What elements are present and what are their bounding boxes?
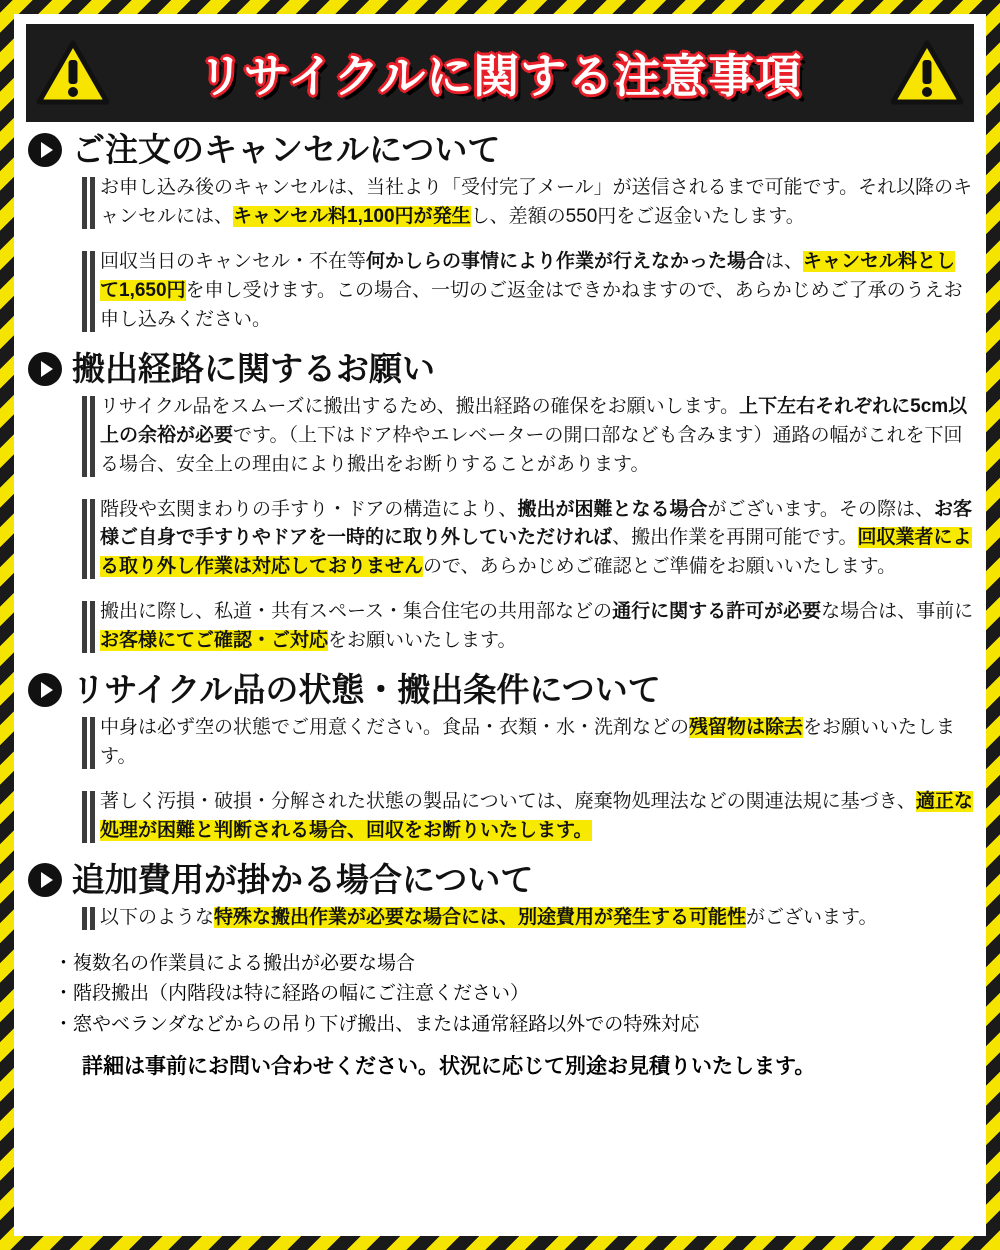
body-text: その際は、	[838, 498, 934, 520]
section-cancel	[26, 132, 974, 335]
section-title: 追加費用が掛かる場合について	[72, 860, 534, 898]
bold-text: 上下左右それぞれに5cm以上の余裕が必要	[100, 395, 968, 446]
play-triangle-icon	[28, 673, 62, 707]
body-text: がございます。	[707, 498, 839, 520]
body-text: 回収当日のキャンセル・不在等	[100, 251, 367, 273]
body-text: 著しく汚損・破損・分解された状態の製品については、廃棄物処理法などの関連法規に	[100, 791, 841, 813]
list-item: ・ 窓やベランダなどからの吊り下げ搬出、または通常経路以外での特殊対応	[54, 1010, 974, 1040]
highlighted-text: 回収業者による取り外し作業は対応しておりません	[100, 527, 972, 578]
highlighted-text: キャンセル料として1,650円	[100, 251, 956, 301]
body-text: ので、あらかじめご了承のうえお申し込みください。	[100, 279, 963, 330]
section-title: 搬出経路に関するお願い	[72, 349, 435, 387]
bold-text: 通行に関する許可が必要	[612, 601, 822, 623]
notice-paragraph	[82, 904, 974, 933]
title-banner	[26, 24, 974, 122]
bullet-list	[54, 949, 974, 1040]
section-condition	[26, 672, 974, 846]
body-text: 階段や玄関まわりの手すり・ドアの構造により、	[100, 498, 518, 520]
body-text: を申し受けます。この場合、一切のご返金はできかねます	[185, 279, 679, 301]
highlighted-text: お客様にてご確認・ご対応	[100, 630, 329, 652]
body-text: 搬出に際し、私道・共有スペース・集合住宅の共用部などの	[100, 601, 613, 623]
bold-text: 何かしらの事情により作業が行えなかった場合	[366, 251, 766, 273]
notice-paragraph	[82, 174, 974, 232]
closing-note: 詳細は事前にお問い合わせください。状況に応じて別途お見積りいたします。	[82, 1055, 816, 1079]
list-item: ・ 階段搬出（内階段は特に経路の幅にご注意ください）	[54, 979, 974, 1009]
highlighted-text: キャンセル料1,100円が発生	[233, 206, 471, 228]
section-route	[26, 351, 974, 656]
body-text: し、差額の550円をご返金	[470, 206, 693, 228]
body-text: 以下のような	[100, 907, 215, 929]
play-triangle-icon	[28, 352, 62, 386]
body-text: なども含みます）通路の幅がこれを下回る場合、安全上の理由により搬出をお断りすることがあります。	[100, 424, 963, 475]
play-triangle-icon	[28, 133, 62, 167]
section-title: リサイクル品の状態・搬出条件について	[72, 670, 661, 708]
notice-paragraph	[82, 393, 974, 480]
notice-paragraph	[82, 496, 974, 583]
section-extra-fee	[26, 862, 974, 1080]
body-text: をお願いいたします。	[328, 630, 517, 652]
notice-paragraph	[82, 788, 974, 846]
highlighted-text: 残留物は除去	[689, 717, 804, 739]
body-text: をお願いいたします。	[100, 717, 956, 768]
body-text: お申し込み後のキャンセルは、当社より「受付完了メール」が送信されるまで可能です。	[100, 177, 859, 199]
body-text: ので、あらかじめご確認とご準備をお願いいたします。	[423, 556, 897, 578]
list-item: ・ 複数名の作業員による搬出が必要な場合	[54, 949, 974, 979]
notice-paragraph	[82, 598, 974, 656]
warning-triangle-icon	[890, 40, 964, 106]
bold-text: 搬出が困難となる場合	[517, 498, 708, 520]
notice-paragraph	[82, 248, 974, 335]
notice-paragraph	[82, 714, 974, 772]
section-heading	[28, 862, 974, 898]
body-text: な場合は、事前に	[821, 601, 974, 623]
play-triangle-icon	[28, 863, 62, 897]
warning-triangle-icon	[36, 40, 110, 106]
body-text: がございます。	[746, 907, 878, 929]
highlighted-text: 適正な処理が困難と判断される場合、回収をお断りいたします。	[100, 791, 973, 841]
body-text: リサイクル品をスムーズに搬出するため、搬出経路の確保をお願いします。	[100, 395, 740, 417]
section-heading	[28, 672, 974, 708]
section-title: ご注文のキャンセルについて	[72, 131, 501, 168]
body-text: です。（上下はドア枠やエレベーターの開口部	[233, 424, 621, 446]
bold-text: お客様ご自身で手すりやドアを一時的に取り外していただければ	[100, 498, 972, 549]
body-text: それ以降のキャンセルには、	[100, 177, 973, 228]
page-title: リサイクルに関する注意事項	[197, 50, 803, 102]
body-text: 基づき、	[840, 791, 916, 813]
section-heading	[28, 132, 974, 168]
body-text: いたします。	[692, 206, 805, 228]
body-text: 、搬出作業を再開可能です。	[612, 527, 858, 549]
body-text: 中身は必ず空の状態でご用意ください。食品・衣類・水・洗剤などの	[100, 717, 690, 739]
poster-body	[14, 14, 986, 1236]
section-list	[26, 132, 974, 1080]
body-text: は、	[765, 251, 804, 273]
section-heading	[28, 351, 974, 387]
highlighted-text: 特殊な搬出作業が必要な場合には、別途費用が発生する可能性	[214, 907, 747, 929]
